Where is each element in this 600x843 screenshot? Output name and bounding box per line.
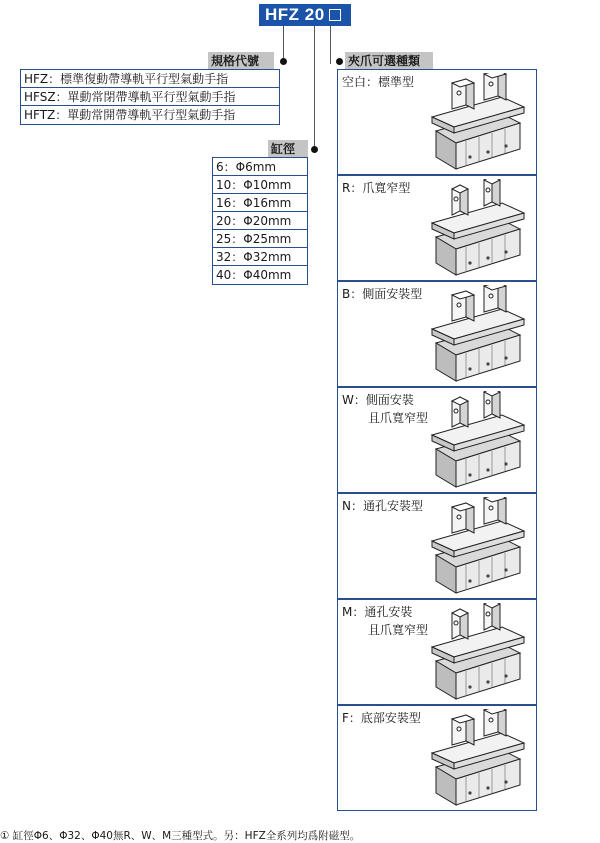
connector-line xyxy=(283,26,284,62)
finger-hole xyxy=(454,621,458,625)
blank-box-icon xyxy=(329,9,341,21)
gripper-side-mount-narrow-icon xyxy=(422,391,532,489)
gripper-side-mount-icon xyxy=(422,285,532,383)
finger-hole xyxy=(486,400,490,404)
bore-heading: 缸徑 xyxy=(268,140,308,158)
jaw-option-label: W：側面安裝 且爪寬窄型 xyxy=(342,393,429,425)
finger-hole xyxy=(457,727,461,731)
spec-code-dot xyxy=(280,58,287,65)
finger-hole xyxy=(457,91,461,95)
gripper-bottom-mount-icon xyxy=(422,709,532,807)
bolt-dot xyxy=(504,568,507,571)
bolt-dot xyxy=(486,150,489,153)
finger-hole xyxy=(486,188,490,192)
bore-table xyxy=(212,157,308,285)
gripper-standard-icon xyxy=(422,73,532,171)
bolt-dot xyxy=(468,155,471,158)
bolt-dot xyxy=(486,256,489,259)
spec-code-row: HFZ：標準復動帶導軌平行型氣動手指 xyxy=(21,70,279,88)
model-code-title xyxy=(259,4,351,26)
bolt-dot xyxy=(504,462,507,465)
bore-row: 20：Φ20mm xyxy=(213,212,307,230)
bore-row: 40：Φ40mm xyxy=(216,268,292,282)
bolt-dot xyxy=(486,680,489,683)
gripper-through-hole-narrow-icon xyxy=(422,603,532,701)
finger-hole xyxy=(489,294,493,298)
jaw-option-label: M：通孔安裝 且爪寬窄型 xyxy=(342,605,429,637)
finger-hole xyxy=(489,506,493,510)
connector-line xyxy=(330,26,331,64)
bolt-dot xyxy=(468,367,471,370)
spec-code-table xyxy=(20,69,280,125)
connector-line xyxy=(314,26,315,150)
bolt-dot xyxy=(504,780,507,783)
bolt-dot xyxy=(468,791,471,794)
jaw-option-label: R：爪寬窄型 xyxy=(342,181,411,195)
jaw-option-label: 空白：標準型 xyxy=(342,75,415,89)
bolt-dot xyxy=(486,786,489,789)
jaw-type-heading: 夾爪可選種類 xyxy=(345,52,433,70)
jaw-option-label: F：底部安裝型 xyxy=(342,711,421,725)
bore-dot xyxy=(311,146,318,153)
bolt-dot xyxy=(468,685,471,688)
bolt-dot xyxy=(504,356,507,359)
bore-row: 6：Φ6mm xyxy=(213,158,307,176)
gripper-through-hole-icon xyxy=(422,497,532,595)
spec-code-row: HFTZ：單動常開帶導軌平行型氣動手指 xyxy=(24,108,236,122)
footnote: ① 缸徑Φ6、Φ32、Φ40無R、W、M三種型式。另：HFZ全系列均爲附磁型。 xyxy=(0,830,361,842)
finger-hole xyxy=(457,515,461,519)
jaw-option-cell xyxy=(337,387,537,493)
jaw-option-cell xyxy=(337,69,537,175)
jaw-option-label: B：側面安裝型 xyxy=(342,287,423,301)
jaw-option-cell xyxy=(337,705,537,811)
finger-hole xyxy=(457,303,461,307)
bolt-dot xyxy=(468,473,471,476)
finger-side xyxy=(498,73,506,100)
bore-row: 16：Φ16mm xyxy=(213,194,307,212)
jaw-dot xyxy=(336,58,343,65)
bolt-dot xyxy=(504,250,507,253)
finger-side xyxy=(498,497,506,524)
jaw-option-cell xyxy=(337,493,537,599)
jaw-option-cell xyxy=(337,599,537,705)
bolt-dot xyxy=(486,574,489,577)
bore-row: 25：Φ25mm xyxy=(213,230,307,248)
bore-row: 32：Φ32mm xyxy=(213,248,307,266)
jaw-option-cell xyxy=(337,281,537,387)
model-code-text: HFZ 20 xyxy=(265,5,325,24)
finger-side xyxy=(498,285,506,312)
bolt-dot xyxy=(468,579,471,582)
bolt-dot xyxy=(468,261,471,264)
spec-code-heading: 規格代號 xyxy=(208,52,274,70)
bolt-dot xyxy=(504,144,507,147)
bolt-dot xyxy=(486,362,489,365)
gripper-narrow-jaw-icon xyxy=(422,179,532,277)
bolt-dot xyxy=(504,674,507,677)
jaw-option-cell xyxy=(337,175,537,281)
bore-row: 10：Φ10mm xyxy=(213,176,307,194)
finger-hole xyxy=(454,197,458,201)
finger-hole xyxy=(489,718,493,722)
finger-hole xyxy=(454,409,458,413)
spec-code-row: HFSZ：單動常閉帶導軌平行型氣動手指 xyxy=(21,88,279,106)
finger-side xyxy=(498,709,506,736)
bolt-dot xyxy=(486,468,489,471)
finger-hole xyxy=(486,612,490,616)
jaw-option-label: N：通孔安裝型 xyxy=(342,499,423,513)
finger-hole xyxy=(489,82,493,86)
